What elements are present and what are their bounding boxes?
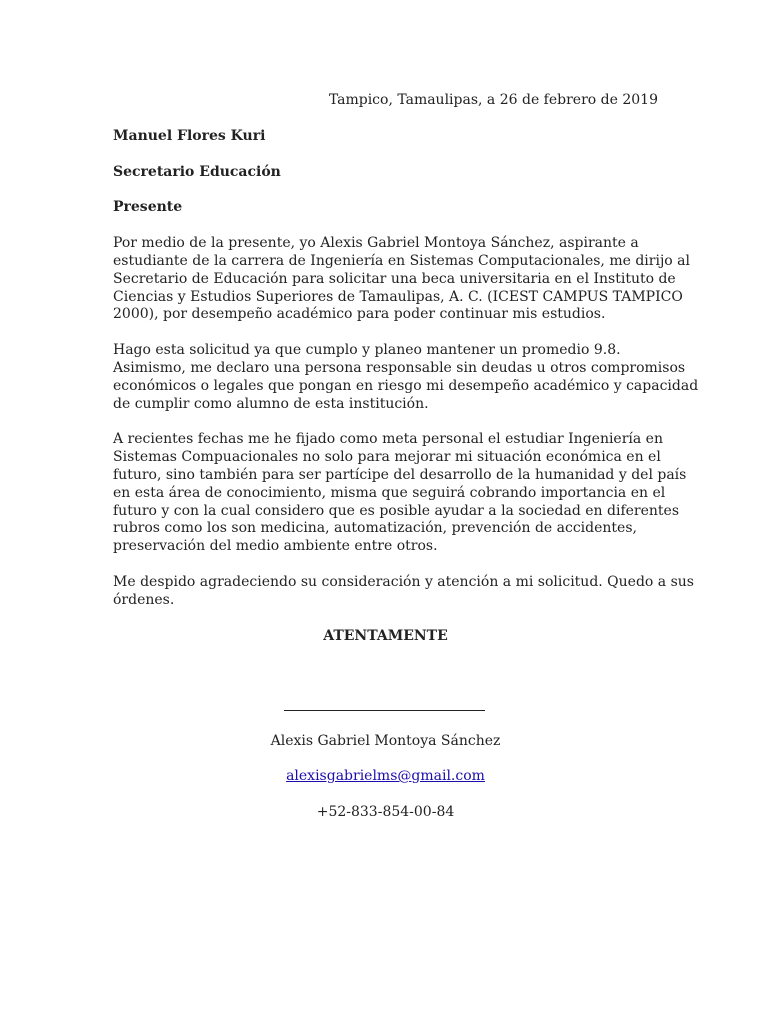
- paragraph-line: Me despido agradeciendo su consideración y atención a mi solicitud. Quedo a sus: [113, 573, 694, 590]
- signature-name: Alexis Gabriel Montoya Sánchez: [270, 733, 501, 749]
- recipient-title: Secretario Educación: [113, 163, 281, 180]
- paragraph-request: [113, 235, 690, 324]
- paragraph-line: 2000), por desempeño académico para poder continuar mis estudios.: [113, 306, 606, 323]
- paragraph-line: Por medio de la presente, yo Alexis Gabriel Montoya Sánchez, aspirante a: [113, 235, 639, 252]
- closing: ATENTAMENTE: [323, 627, 448, 644]
- email-link[interactable]: alexisgabrielms@gmail.com: [286, 768, 485, 784]
- recipient-name: Manuel Flores Kuri: [113, 127, 266, 144]
- paragraph-line: A recientes fechas me he fijado como meta personal el estudiar Ingeniería en: [113, 431, 663, 448]
- letter-date: Tampico, Tamaulipas, a 26 de febrero de 2019: [328, 92, 658, 108]
- paragraph-line: Hago esta solicitud ya que cumplo y planeo mantener un promedio 9.8.: [113, 342, 621, 359]
- signature-line: [284, 710, 485, 711]
- paragraph-line: estudiante de la carrera de Ingeniería en Sistemas Computacionales, me dirijo al: [113, 252, 690, 269]
- paragraph-motivation: [113, 431, 687, 556]
- paragraph-line: futuro, sino también para ser partícipe del desarrollo de la humanidad y del país: [113, 466, 687, 483]
- paragraph-line: Sistemas Compuacionales no solo para mejorar mi situación económica en el: [113, 449, 661, 466]
- greeting: Presente: [113, 199, 183, 216]
- paragraph-line: órdenes.: [113, 591, 175, 608]
- paragraph-farewell: [113, 573, 694, 610]
- paragraph-line: Ciencias y Estudios Superiores de Tamaulipas, A. C. (ICEST CAMPUS TAMPICO: [113, 288, 683, 305]
- paragraph-line: futuro y con la cual considero que es posible ayudar a la sociedad en diferentes: [113, 502, 680, 519]
- paragraph-line: económicos o legales que pongan en riesgo mi desempeño académico y capacidad: [113, 377, 699, 394]
- paragraph-line: rubros como los son medicina, automatización, prevención de accidentes,: [113, 520, 637, 537]
- paragraph-line: Asimismo, me declaro una persona responsable sin deudas u otros compromisos: [113, 359, 686, 376]
- letter-body: [113, 92, 699, 645]
- signature-email: [113, 768, 658, 786]
- paragraph-line: Secretario de Educación para solicitar una beca universitaria en el Instituto de: [113, 270, 676, 287]
- paragraph-line: preservación del medio ambiente entre otros.: [113, 538, 438, 555]
- signature-phone: +52-833-854-00-84: [316, 804, 455, 820]
- paragraph-line: en esta área de conocimiento, misma que seguirá cobrando importancia en el: [113, 484, 666, 501]
- paragraph-line: de cumplir como alumno de esta institución.: [113, 395, 429, 412]
- paragraph-justification: [113, 342, 699, 413]
